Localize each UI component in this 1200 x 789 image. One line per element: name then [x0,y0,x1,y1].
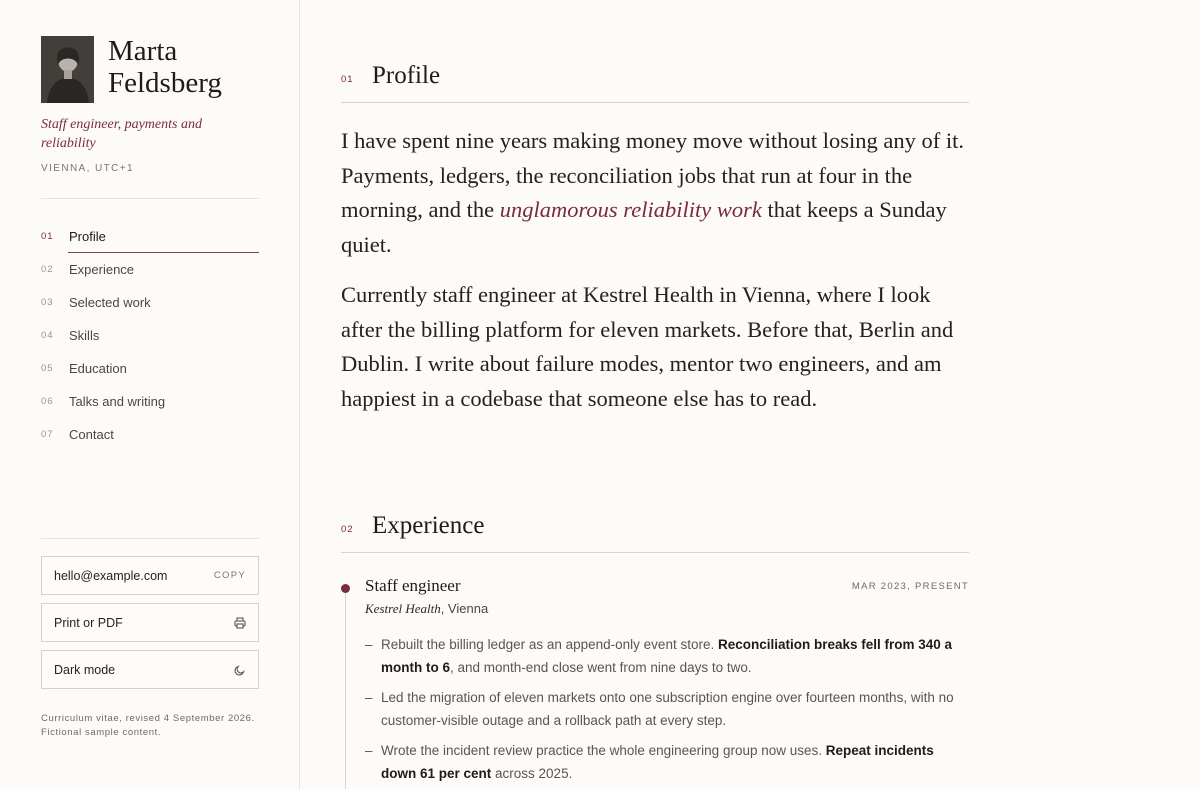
company-name: Kestrel Health [365,601,441,616]
nav-item-selected-work[interactable] [41,286,259,319]
achievement-text: Rebuilt the billing ledger as an append-only event store. [381,637,718,652]
nav-item-talks-and-writing[interactable] [41,385,259,418]
nav-item-number: 04 [41,330,54,341]
profile-location: VIENNA, UTC+1 [41,163,134,174]
achievement-item [365,634,955,679]
achievement-text: across 2025. [491,765,573,781]
nav-item-label: Experience [69,262,135,277]
nav-item-label: Selected work [69,295,151,310]
dark-mode-toggle[interactable] [41,650,259,689]
nav-item-number: 03 [41,297,54,308]
nav-item-number: 02 [41,264,54,275]
achievement-item [365,740,955,785]
profile-paragraph-2: Currently staff engineer at Kestrel Health in Vienna, where I look after the billing platform for eleven markets. Before that, Berlin and Dublin. I write about failure modes, mentor two engineers, and am happiest in a codebase that someone else has to read. [341,282,954,411]
job-achievements [365,634,955,789]
section-title: Profile [372,62,441,89]
print-label: Print or PDF [54,615,123,630]
printer-icon [234,617,246,629]
nav-item-skills[interactable] [41,319,259,352]
dark-mode-label: Dark mode [54,662,116,677]
nav-item-number: 07 [41,429,54,440]
footer-note [41,712,256,740]
section-title: Experience [372,512,485,539]
nav-item-education[interactable] [41,352,259,385]
fictional-note: Fictional sample content. [41,727,162,738]
moon-icon [234,664,246,676]
nav-item-profile[interactable] [41,220,259,253]
profile-name [108,35,222,99]
revision-note: Curriculum vitae, revised 4 September 2026. [41,713,255,724]
nav-item-contact[interactable] [41,418,259,451]
nav-item-number: 05 [41,363,54,374]
section-nav [41,220,259,451]
achievement-highlight: Repeat incidents down 61 per cent [381,743,934,781]
sidebar-divider [41,198,259,199]
copy-label: COPY [213,570,246,581]
nav-item-label: Contact [69,427,114,442]
sidebar [0,0,300,789]
nav-item-label: Skills [69,328,100,343]
achievement-item: – Led the migration of eleven markets onto one subscription engine over fourteen months, with no customer-visible outage and a rollback path at every step. [365,687,955,732]
job-dates: MAR 2023, PRESENT [851,581,969,592]
profile-tagline: Staff engineer, payments and reliability [41,117,202,151]
achievement-text: Wrote the incident review practice the whole engineering group now uses. [381,743,826,758]
section-number: 01 [341,74,354,85]
profile-first-name: Marta [108,35,178,67]
timeline-dot [341,584,350,593]
company-city: , Vienna [440,601,489,616]
nav-item-number: 06 [41,396,54,407]
avatar [41,36,94,103]
nav-item-number: 01 [41,231,54,242]
nav-item-label: Profile [69,229,106,244]
section-header-profile [341,61,969,103]
achievement-highlight: Reconciliation breaks fell from 340 a month to 6 [381,637,953,675]
job-company [365,601,488,617]
sidebar-divider-bottom [41,538,259,539]
nav-item-label: Talks and writing [69,394,166,409]
profile-last-name: Feldsberg [108,67,222,99]
print-button[interactable] [41,603,259,642]
section-header-experience [341,511,969,553]
job-role: Staff engineer [365,576,461,595]
nav-item-experience[interactable] [41,253,259,286]
email-address: hello@example.com [54,568,168,583]
profile-emphasis: unglamorous reliability work [499,197,762,222]
section-number: 02 [341,524,354,535]
profile-text: I have spent nine years making money move without losing any of it. Payments, ledgers, the reconciliation jobs that run at four in the morning, and the [341,128,965,222]
profile-paragraph-1 [341,124,969,262]
timeline-line [345,590,346,789]
profile-text: that keeps a Sunday quiet. [341,197,947,257]
achievement-text: , and month-end close went from nine days to two. [450,659,752,675]
copy-email-button[interactable] [41,556,259,595]
nav-item-label: Education [69,361,127,376]
